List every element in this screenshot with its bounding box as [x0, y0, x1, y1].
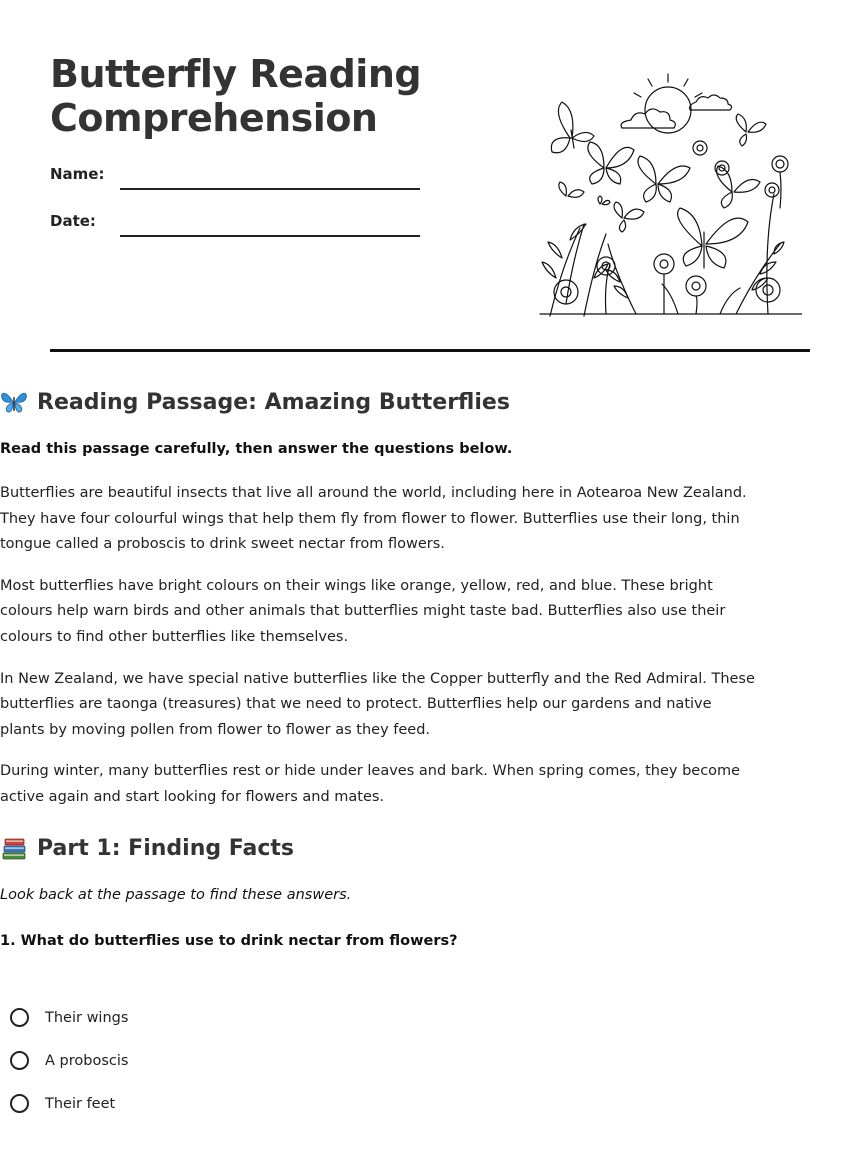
- flower-icon: [554, 141, 788, 304]
- answer-option-their-wings[interactable]: [10, 996, 128, 1039]
- header-divider: [50, 349, 810, 352]
- answer-option-their-feet[interactable]: [10, 1082, 128, 1125]
- answer-option-a-proboscis[interactable]: [10, 1039, 128, 1082]
- passage-paragraph: Butterflies are beautiful insects that live all around the world, including here in Aotearoa New Zealand. They have four colourful wings that help them fly from flower to flower. Butterflies use their long, thin tongue called a proboscis to drink sweet nectar from flowers.: [0, 485, 747, 553]
- books-emoji-icon: [0, 834, 28, 862]
- date-label: Date:: [50, 212, 96, 230]
- part1-instruction: Look back at the passage to find these answers.: [0, 887, 352, 903]
- option-label: Their wings: [45, 1009, 129, 1026]
- part1-heading-text: Part 1: Finding Facts: [37, 835, 294, 861]
- name-label: Name:: [50, 165, 105, 183]
- passage-paragraph: In New Zealand, we have special native butterflies like the Copper butterfly and the Red Admiral. These butterflies are taonga (treasures) that we need to protect. Butterflies help our gardens and native plants by moving pollen from flower to flower as they feed.: [0, 670, 755, 738]
- worksheet-header: [50, 0, 810, 352]
- date-write-line[interactable]: [120, 235, 420, 237]
- reading-passage-heading: [0, 388, 510, 416]
- reading-passage-heading-text: Reading Passage: Amazing Butterflies: [37, 389, 510, 415]
- cloud-icon: [621, 95, 732, 128]
- name-write-line[interactable]: [120, 188, 420, 190]
- part1-heading: [0, 834, 294, 862]
- reading-passage: [0, 481, 760, 827]
- date-field[interactable]: [50, 207, 470, 237]
- butterfly-garden-illustration: [536, 68, 802, 318]
- question-1-text: 1. What do butterflies use to drink nectar from flowers?: [0, 933, 458, 949]
- name-field[interactable]: [50, 160, 470, 190]
- option-label: Their feet: [45, 1095, 116, 1112]
- reading-instruction: Read this passage carefully, then answer the questions below.: [0, 441, 513, 457]
- question-1-options: [10, 996, 128, 1125]
- butterfly-emoji-icon: [0, 388, 28, 416]
- passage-paragraph: During winter, many butterflies rest or hide under leaves and bark. When spring comes, they become active again and start looking for flowers and mates.: [0, 763, 741, 805]
- worksheet-title: Butterfly Reading Comprehension: [50, 52, 422, 140]
- radio-button[interactable]: [10, 1094, 29, 1113]
- option-label: A proboscis: [45, 1052, 129, 1069]
- passage-paragraph: Most butterflies have bright colours on their wings like orange, yellow, red, and blue. These bright colours help warn birds and other animals that butterflies might taste bad. Butterflies also use their colours to find other butterflies like themselves.: [0, 577, 726, 645]
- butterfly-icon: [551, 102, 766, 268]
- radio-button[interactable]: [10, 1051, 29, 1070]
- radio-button[interactable]: [10, 1008, 29, 1027]
